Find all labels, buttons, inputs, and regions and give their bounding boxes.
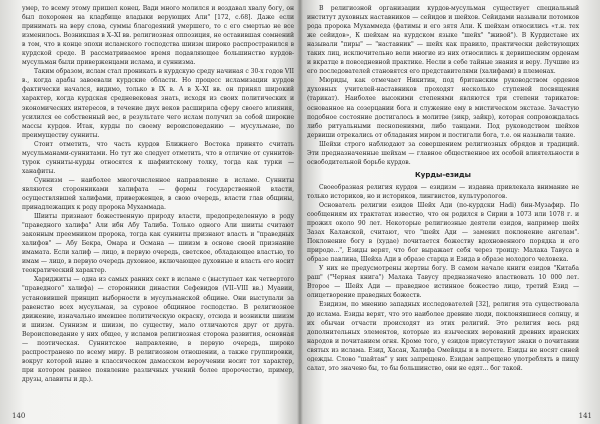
paragraph: Хариджиты — одна из самых ранних сект в исламе с (выступает как четвертого "праведного" халифа) — сторонники династии Сефевидов (VII–VIII вв.) Муавии, установившей принцип выборности в мусульманской общине. Они выступали за равенство всех мусульман, за суровое общинное господство. В религиозное движение, изначально имевшее политическую окраску, отсюда и возникли шиизм и шиизм. Суннизм и шиизм, по существу, мало отличаются друг от друга. Вероисповедание у них общее, у исламов религиозная сторона развития, основная — поэтическая. Суннитское направление, в первую очередь, широко распространено по всему миру. В религиозном отношении, а также группировки, вокруг которой ныне в классическом дамасском вероучении носит тот характер, при котором раннее появление различных учений более пророчество, пример, друзы, алавиты и др.). xyxy=(22,276,294,383)
paragraph: Шииты признают божественную природу власти, предопределенную в роду "праведного халифа" Али ибн Абу Талиба. Только одного Али шииты считают законным преемником пророка, тогда как сунниты признают власть и "праведных халифов" — Абу Бекра, Омара и Османа — шиизм в основе своей признание имамата. Если халиф — лицо, в первую очередь, светское, обладающее властью, то имам — лицо, в первую очередь духовное, включающее духовные и власть его носит теократический характер. xyxy=(22,213,294,275)
paragraph: Езидизм, по мнению западных исследователей [32], религия эта существовала до ислама. Езиды верят, что это наиболее древние люди, поклонявшиеся солнцу, и их обычаи отчасти происходят из этих религий. Это религия весь ряд дополнительных элементов, которые из языческих верований древних иранских народов и почитанием огня. Кроме того, у езидов присутствуют знаки о почитании святых из ислама. Езид, Хасан, Халифа Омейяды и в почете. Езиды не носят синей одежды. Слово "шайтан" у них запрещено. Езидам запрещено употреблять в пищу салат, это значено бы, то бы большинство, они не едят... бог такой. xyxy=(307,301,579,372)
paragraph: Основатель религии езидов Шейх Ади (по-курдски Hadi) бин-Музафир. По сообщениям их трактатах известно, что он родился в Сирии в 1073 или 1078 г. и прожил около 90 лет. Некоторые религиозные деятели езидов, например шейх Зазах Калавской, считают, что "шейх Ади — заменил поклонение ангелам". Поклонение богу в (худае) почитается божеству вдохновенного порядка и его природе...", Езиды верят, что бог выражает себя через троицу: Малака Тавуса в образе павлина, Шейха Ади в образе старца и Езида в образе молодого человека. xyxy=(307,201,579,264)
paragraph: Мюриды, как отмечает Никитин, под британским руководством орденов духовных учителей-наставников проходят несколько ступеней посвящения (тарикат). Наиболее высокими степенями являются три степени тарикатов: основанное на созерцании бога и служение ему в мистическом экстазе. Зачастую подобное состояние достигалось в молитве (зикр, зайкр), которая сопровождалась либо ритуальными песнопениями, либо танцами. Под руководством шейхов дервиши отрекались от обладания миром и постигали бога, т.е. он называли такие. xyxy=(307,77,579,139)
left-page xyxy=(22,4,294,414)
section-heading: Курды-езиды xyxy=(415,170,471,179)
right-page xyxy=(307,4,579,414)
paragraph: В религиозной организации курдов-мусульман существует специальный институт духовных наставников — сейидов и шейхов. Сейидами называли потомков рода пророка Мухаммеда (фатимы и его зятя Али. К шейхам относились «т.н. тех же сейидов», К шейхам на курдском языке "шейх" "живой"). В Курдистане их называли "пиры" — "наставник" — шейх как правило, практически действующих таких лиц, исключительно вели многие из них относились к дервишеским орденам и вкратце в повседневной практике. Несли в себе тайные знания и веру. Лучшие из его последователей становятся его представителями (халифами) в племенах. xyxy=(307,5,579,76)
paragraph: Таким образом, ислам стал проникать в курдскую среду начиная с 30-х годов VII в., когда арабы завоевали курдские области. Но процесс исламизации курдов фактически начался, видимо, только в IX в. А в X–XI вв. он принял широкий характер, когда курдская средневековая знать, исходя из своих политических и экономических интересов, в течение двух веков расширила сферу своего влияния, усилился ее собственный вес, в результате чего ислам получил за собой широкие массы курдов. Итак, курды по своему вероисповеданию — мусульмане, по преимуществу сунниты. xyxy=(22,68,294,139)
paragraph: У них не предусмотрены жертвы богу. В самом начале книги езидов "Китаба раш" ("Черная книга") Малака Тавусу предназначено властвовать 10 000 лет. Второе — Шейх Ади — праведное истинное божество лицо, третий Езид — олицетворение праведных божеств. xyxy=(307,265,579,300)
paragraph: Суннизм — наиболее многочисленное направление в исламе. Сунниты являются сторонниками халифата — формы государственной власти, осуществлявшей халифами, приверженцев, в свою очередь, власти глав общины, принадлежащих к роду пророка Мухаммада. xyxy=(22,176,294,212)
paragraph: Шейхи строго наблюдают за совершением религиозных обрядов и традиций. Эти предназначенные шейхам — главное общественное их особой влиятельности в освободительной борьбе курдов. xyxy=(307,140,579,166)
paragraph: умер, то всему этому пришел конец. Вади много молился и воздавал хвалу богу, он был похоронен на кладбище владыки верующих Али" [172, с.68]. Даже если принимать на веру слова, суммы благодеяний умершего, то с его смертью не все изменилось. Возникшая в X–XI вв. религиозная оппозиция, не оставившая сомнений в том, что в конце эпохи исламского господства шиизм широко распространился в курдской среде. В рассматриваемое время подавляющее большинство курдов-мусульман были приверженцами ислама, и суннизма. xyxy=(22,5,294,67)
page-number-right: 141 xyxy=(578,412,592,420)
paragraph: Своеобразная религия курдов — езидизм — издавна привлекала внимание не только историков, но и историков, лингвистов, культурологов. xyxy=(307,183,579,200)
page-number-left: 140 xyxy=(12,412,26,420)
paragraph: Стоит отметить, что часть курдов Ближнего Востока принято считать мусульманами-суннитами. Но тут же следует отметить, что в отличие от суннитов-турок сунниты-курды относятся к шафиитскому толку, тогда как турки — ханафиты. xyxy=(22,140,294,175)
